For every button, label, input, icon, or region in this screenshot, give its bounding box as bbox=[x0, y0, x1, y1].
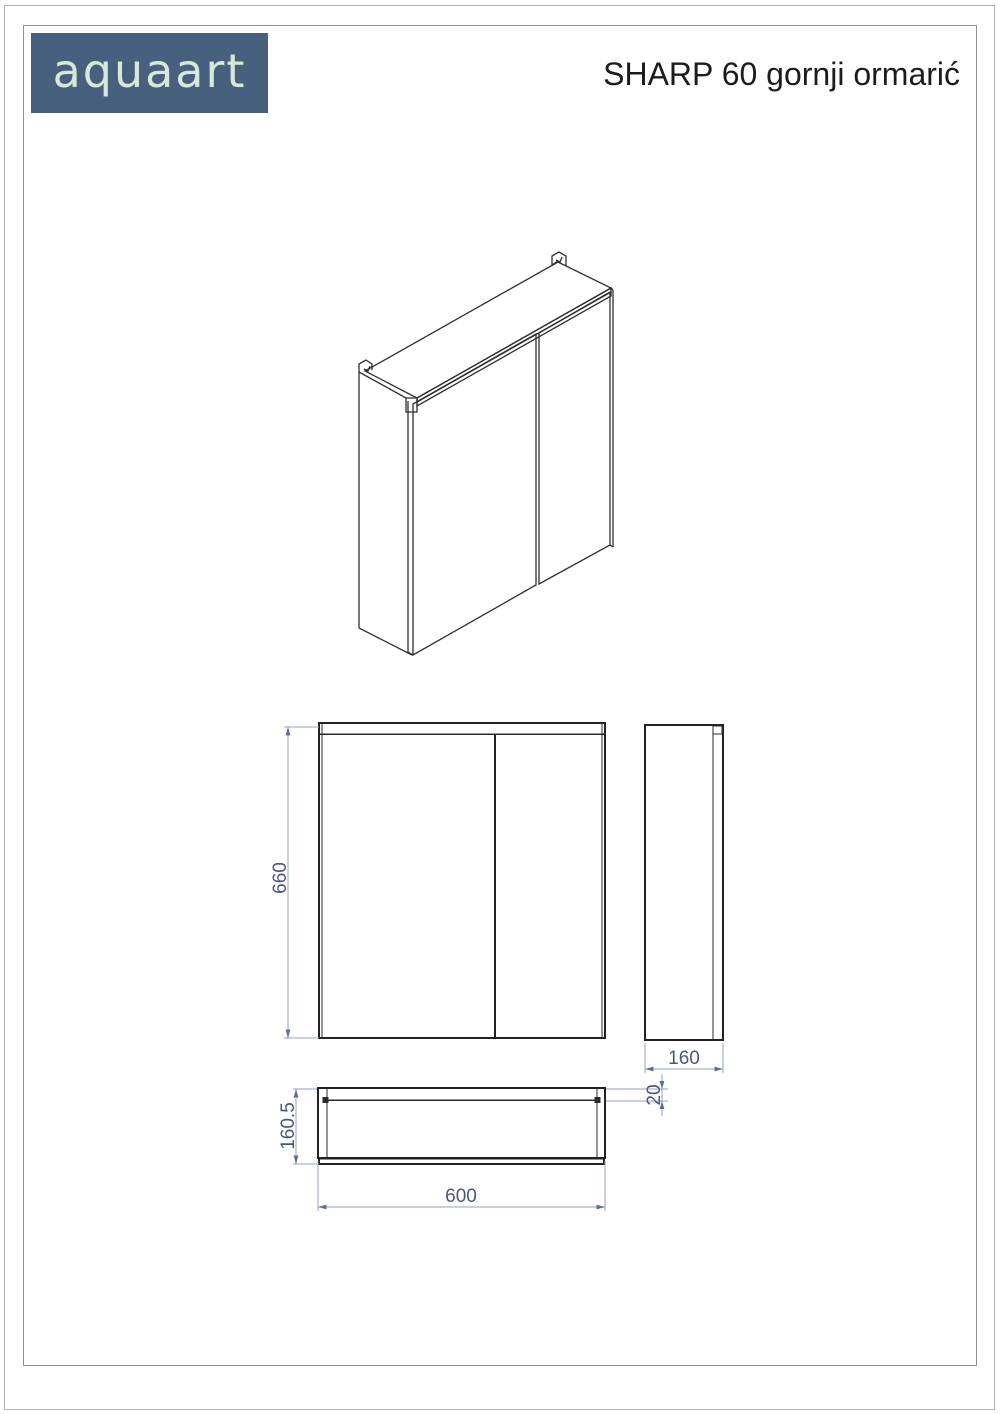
page-title: SHARP 60 gornji ormarić bbox=[603, 56, 960, 92]
side-depth-label: 160 bbox=[668, 1048, 700, 1069]
top-view bbox=[278, 1074, 668, 1211]
dimension-door-thickness bbox=[606, 1074, 668, 1116]
front-height-label: 660 bbox=[270, 862, 291, 894]
top-width-label: 600 bbox=[445, 1186, 477, 1207]
isometric-view bbox=[359, 252, 613, 655]
dimension-top-depth bbox=[278, 1089, 317, 1164]
dimension-top-width bbox=[318, 1161, 605, 1211]
top-depth-label: 160.5 bbox=[278, 1102, 299, 1150]
front-view bbox=[270, 723, 605, 1038]
side-view bbox=[645, 725, 723, 1073]
logo-text: aquaart bbox=[52, 44, 247, 98]
dimension-front-height bbox=[270, 727, 319, 1038]
door-thickness-label: 20 bbox=[644, 1084, 665, 1106]
dimension-side-depth bbox=[645, 1043, 723, 1073]
